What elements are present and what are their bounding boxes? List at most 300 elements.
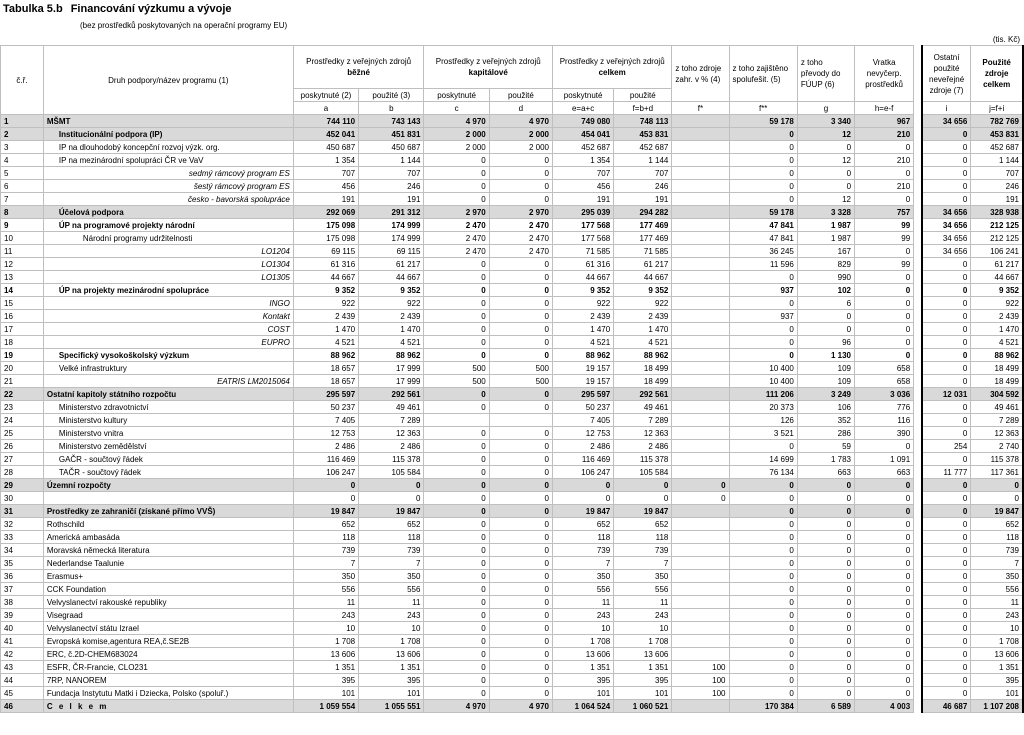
cell-value: 116 469 [553,453,614,466]
cell-value: 100 [672,661,729,674]
cell-value: 739 [553,544,614,557]
col-capital-header: Prostředky z veřejných zdrojů kapitálové [424,46,553,89]
cell-value: 6 589 [797,700,854,713]
cell-value: 19 847 [359,505,424,518]
cell-value: 109 [797,362,854,375]
row-number: 2 [1,128,44,141]
table-subtitle: (bez prostředků poskytovaných na operační programy EU) [80,21,288,30]
cell-value: 0 [424,180,489,193]
program-name: česko - bavorská spolupráce [43,193,293,206]
cell-value: 922 [293,297,358,310]
cell-value: 395 [359,674,424,687]
cell-value: 59 178 [729,206,797,219]
cell-value: 109 [797,375,854,388]
cell-value: 0 [729,518,797,531]
cell-value: 0 [922,557,971,570]
cell-value: 757 [855,206,914,219]
cell-value: 2 486 [553,440,614,453]
cell-value: 10 [359,622,424,635]
col-foreign-header: z toho zdroje zahr. v % (4) [672,46,729,102]
cell-value: 739 [971,544,1023,557]
cell-value [672,362,729,375]
cell-value: 1 470 [553,323,614,336]
cell-value: 0 [797,141,854,154]
row-number: 26 [1,440,44,453]
cell-value: 350 [293,570,358,583]
cell-value: 0 [922,531,971,544]
cell-value [672,440,729,453]
cell-value: 0 [855,245,914,258]
cell-value: 0 [855,583,914,596]
cell-value: 12 [797,154,854,167]
row-number: 7 [1,193,44,206]
cell-value: 4 521 [971,336,1023,349]
cell-value: 0 [855,570,914,583]
cell-value: 9 352 [359,284,424,297]
cell-value: 100 [672,674,729,687]
cell-value: 2 470 [489,245,552,258]
cell-value: 454 041 [553,128,614,141]
cell-value [672,401,729,414]
cell-value: 0 [424,518,489,531]
cell-value: 0 [797,661,854,674]
cell-value: 76 134 [729,466,797,479]
cell-value: 0 [553,479,614,492]
cell-value: 49 461 [359,401,424,414]
units-label: (tis. Kč) [992,35,1020,44]
cell-value: 0 [489,388,552,401]
cell-value: 453 831 [614,128,672,141]
cell-value: 0 [922,479,971,492]
cell-value: 0 [424,193,489,206]
cell-value: 2 000 [424,141,489,154]
cell-value: 0 [424,297,489,310]
cell-value [672,648,729,661]
cell-value: 707 [971,167,1023,180]
cell-value: 1 708 [614,635,672,648]
program-name: šestý rámcový program ES [43,180,293,193]
cell-value: 0 [424,336,489,349]
cell-value: 0 [489,154,552,167]
cell-value: 0 [922,505,971,518]
cell-value: 0 [729,570,797,583]
cell-value: 13 606 [614,648,672,661]
cell-value: 0 [855,622,914,635]
col-d-sub: použité [489,89,552,102]
cell-value: 12 363 [359,427,424,440]
program-name: Kontakt [43,310,293,323]
cell-value: 0 [922,674,971,687]
cell-value: 0 [797,622,854,635]
cell-value: 0 [489,271,552,284]
cell-value: 0 [855,271,914,284]
cell-value: 0 [797,609,854,622]
cell-value: 0 [855,674,914,687]
cell-value: 0 [797,570,854,583]
cell-value: 0 [424,492,489,505]
program-name: GAČR - součtový řádek [43,453,293,466]
cell-value [672,557,729,570]
table-row [1,518,1024,531]
cell-value: 1 351 [293,661,358,674]
cell-value: 34 656 [922,115,971,128]
cell-value: 88 962 [553,349,614,362]
cell-value: 6 [797,297,854,310]
table-row [1,206,1024,219]
cell-value: 0 [489,674,552,687]
cell-value: 44 667 [553,271,614,284]
cell-value: 0 [424,258,489,271]
cell-value: 556 [293,583,358,596]
col-total-header: Prostředky z veřejných zdrojů celkem [553,46,672,89]
table-title [3,3,232,15]
cell-value: 118 [359,531,424,544]
cell-value: 2 470 [424,232,489,245]
cell-value: 0 [797,310,854,323]
cell-value: 1 060 521 [614,700,672,713]
cell-value: 0 [855,596,914,609]
row-number: 31 [1,505,44,518]
row-number: 24 [1,414,44,427]
cell-value: 0 [424,674,489,687]
cell-value: 2 439 [553,310,614,323]
cell-value: 246 [971,180,1023,193]
cell-value: 44 667 [614,271,672,284]
cell-value: 175 098 [293,219,358,232]
cell-value: 0 [855,193,914,206]
row-number: 21 [1,375,44,388]
cell-value: 101 [553,687,614,700]
cell-value: 61 217 [359,258,424,271]
cell-value: 212 125 [971,232,1023,245]
cell-value: 118 [971,531,1023,544]
cell-value: 2 740 [971,440,1023,453]
row-number: 38 [1,596,44,609]
cell-value: 0 [489,518,552,531]
cell-value: 88 962 [293,349,358,362]
table-row [1,479,1024,492]
cell-value: 10 [553,622,614,635]
program-name: Ministerstvo kultury [43,414,293,427]
col-letter: b [359,102,424,115]
cell-value: 0 [797,479,854,492]
cell-value: 191 [293,193,358,206]
cell-value: 0 [489,609,552,622]
cell-value [672,141,729,154]
cell-value: 0 [489,401,552,414]
cell-value [672,336,729,349]
cell-value: 19 847 [293,505,358,518]
row-number: 41 [1,635,44,648]
cell-value: 0 [489,193,552,206]
cell-value: 19 847 [971,505,1023,518]
cell-value: 18 499 [614,375,672,388]
cell-value: 61 316 [553,258,614,271]
table-row [1,505,1024,518]
cell-value: 59 178 [729,115,797,128]
cell-value: 0 [855,635,914,648]
cell-value [672,596,729,609]
row-number: 16 [1,310,44,323]
cell-value: 0 [797,505,854,518]
program-name: Visegraad [43,609,293,622]
col-used-header: Použité zdroje celkem [971,46,1023,102]
cell-value: 0 [424,505,489,518]
cell-value: 0 [797,323,854,336]
cell-value: 11 [971,596,1023,609]
cell-value: 34 656 [922,245,971,258]
cell-value: 11 [293,596,358,609]
cell-value: 191 [359,193,424,206]
cell-value: 69 115 [293,245,358,258]
cell-value: 44 667 [293,271,358,284]
col-b-sub: použité (3) [359,89,424,102]
table-row [1,427,1024,440]
table-row [1,128,1024,141]
row-number: 43 [1,661,44,674]
cell-value: 0 [729,180,797,193]
row-number: 19 [1,349,44,362]
row-number: 20 [1,362,44,375]
cell-value: 191 [614,193,672,206]
cell-value: 0 [672,479,729,492]
cell-value: 0 [729,687,797,700]
program-name: Evropská komise,agentura REA,č.SE2B [43,635,293,648]
row-number: 17 [1,323,44,336]
table-row [1,687,1024,700]
row-number: 35 [1,557,44,570]
row-number: 39 [1,609,44,622]
cell-value: 0 [489,466,552,479]
cell-value: 0 [489,505,552,518]
table-row [1,492,1024,505]
row-number: 11 [1,245,44,258]
program-name: IP na dlouhodobý koncepční rozvoj výzk. org. [43,141,293,154]
cell-value: 0 [855,687,914,700]
cell-value: 1 351 [553,661,614,674]
cell-value: 0 [614,492,672,505]
cell-value: 0 [729,297,797,310]
cell-value: 4 970 [424,700,489,713]
cell-value: 707 [359,167,424,180]
cell-value [672,219,729,232]
cell-value: 0 [922,271,971,284]
col-letter: i [922,102,971,115]
table-row [1,414,1024,427]
cell-value: 34 656 [922,232,971,245]
cell-value: 0 [922,167,971,180]
cell-value: 0 [797,167,854,180]
cell-value: 3 036 [855,388,914,401]
cell-value: 2 470 [489,219,552,232]
cell-value: 1 130 [797,349,854,362]
cell-value: 456 [553,180,614,193]
cell-value: 0 [729,557,797,570]
cell-value: 3 328 [797,206,854,219]
cell-value [672,583,729,596]
cell-value [672,414,729,427]
cell-value: 1 144 [971,154,1023,167]
cell-value [672,323,729,336]
cell-value: 328 938 [971,206,1023,219]
cell-value: 556 [971,583,1023,596]
cell-value: 2 970 [489,206,552,219]
row-number: 46 [1,700,44,713]
cell-value: 36 245 [729,245,797,258]
table-row [1,219,1024,232]
cell-value: 0 [424,557,489,570]
cell-value: 0 [489,323,552,336]
cell-value: 922 [359,297,424,310]
program-name: 7RP, NANOREM [43,674,293,687]
cell-value [672,167,729,180]
cell-value: 10 400 [729,362,797,375]
table-row [1,245,1024,258]
cell-value: 0 [489,479,552,492]
cell-value: 1 470 [614,323,672,336]
cell-value: 0 [489,284,552,297]
cell-value: 452 687 [553,141,614,154]
cell-value: 776 [855,401,914,414]
program-name: Účelová podpora [43,206,293,219]
cell-value: 0 [729,674,797,687]
cell-value: 4 521 [553,336,614,349]
table-row [1,635,1024,648]
cell-value: 663 [797,466,854,479]
cell-value: 174 999 [359,232,424,245]
cell-value: 0 [424,466,489,479]
cell-value: 170 384 [729,700,797,713]
table-row [1,323,1024,336]
row-number: 4 [1,154,44,167]
cell-value: 937 [729,310,797,323]
cell-value: 0 [797,544,854,557]
cell-value: 1 091 [855,453,914,466]
table-row [1,570,1024,583]
cell-value: 0 [922,141,971,154]
cell-value: 450 687 [293,141,358,154]
cell-value: 0 [424,310,489,323]
table-row [1,583,1024,596]
cell-value: 12 363 [971,427,1023,440]
program-name: ERC, č.2D-CHEM683024 [43,648,293,661]
cell-value: 0 [729,128,797,141]
cell-value: 0 [855,141,914,154]
program-name: Rothschild [43,518,293,531]
cell-value: 749 080 [553,115,614,128]
table-row [1,362,1024,375]
cell-value: 7 405 [553,414,614,427]
cell-value: 0 [729,648,797,661]
cell-value: 9 352 [293,284,358,297]
cell-value: 0 [489,349,552,362]
program-name: Moravská německá literatura [43,544,293,557]
cell-value: 118 [553,531,614,544]
cell-value [672,700,729,713]
cell-value: 18 657 [293,362,358,375]
cell-value [672,375,729,388]
cell-value: 106 [797,401,854,414]
program-name: sedmý rámcový program ES [43,167,293,180]
cell-value: 0 [922,427,971,440]
col-return-header: Vratka nevyčerp. prostředků [855,46,914,102]
table-row [1,284,1024,297]
program-name: Územní rozpočty [43,479,293,492]
cell-value: 0 [922,258,971,271]
cell-value: 243 [293,609,358,622]
cell-value [672,297,729,310]
row-number: 9 [1,219,44,232]
col-a-sub: poskytnuté (2) [293,89,358,102]
cell-value: 11 [359,596,424,609]
cell-value: 2 000 [424,128,489,141]
cell-value: 167 [797,245,854,258]
cell-value: 0 [424,323,489,336]
cell-value: 254 [922,440,971,453]
cell-value: 0 [922,193,971,206]
cell-value: 116 469 [293,453,358,466]
cell-value: 556 [614,583,672,596]
cell-value: 0 [729,323,797,336]
cell-value: 243 [971,609,1023,622]
cell-value: 0 [855,648,914,661]
cell-value: 34 656 [922,219,971,232]
program-name: EATRIS LM2015064 [43,375,293,388]
table-row [1,141,1024,154]
cell-value: 0 [553,492,614,505]
cell-value: 47 841 [729,219,797,232]
cell-value: 0 [797,687,854,700]
program-name: IP na mezinárodní spolupráci ČR ve VaV [43,154,293,167]
cell-value: 210 [855,180,914,193]
cell-value [672,518,729,531]
cell-value: 0 [797,583,854,596]
cell-value: 0 [489,544,552,557]
cell-value: 0 [489,453,552,466]
cell-value: 294 282 [614,206,672,219]
cell-value: 177 568 [553,219,614,232]
cell-value: 0 [359,492,424,505]
cell-value: 1 708 [553,635,614,648]
cell-value: 0 [922,349,971,362]
cell-value: 246 [359,180,424,193]
cell-value: 2 439 [971,310,1023,323]
cell-value: 0 [855,479,914,492]
cell-value [672,453,729,466]
cell-value: 0 [424,570,489,583]
cell-value: 0 [922,154,971,167]
cell-value: 0 [729,154,797,167]
cell-value: 922 [614,297,672,310]
cell-value: 0 [489,687,552,700]
cell-value: 0 [797,635,854,648]
cell-value: 246 [614,180,672,193]
table-row [1,557,1024,570]
cell-value: 0 [855,661,914,674]
row-number: 18 [1,336,44,349]
cell-value: 0 [922,492,971,505]
cell-value: 11 596 [729,258,797,271]
cell-value [672,284,729,297]
cell-value: 967 [855,115,914,128]
cell-value: 0 [424,427,489,440]
cell-value: 44 667 [971,271,1023,284]
cell-value: 1 107 208 [971,700,1023,713]
cell-value: 1 987 [797,219,854,232]
cell-value: 0 [729,544,797,557]
cell-value: 10 [293,622,358,635]
cell-value: 2 970 [424,206,489,219]
